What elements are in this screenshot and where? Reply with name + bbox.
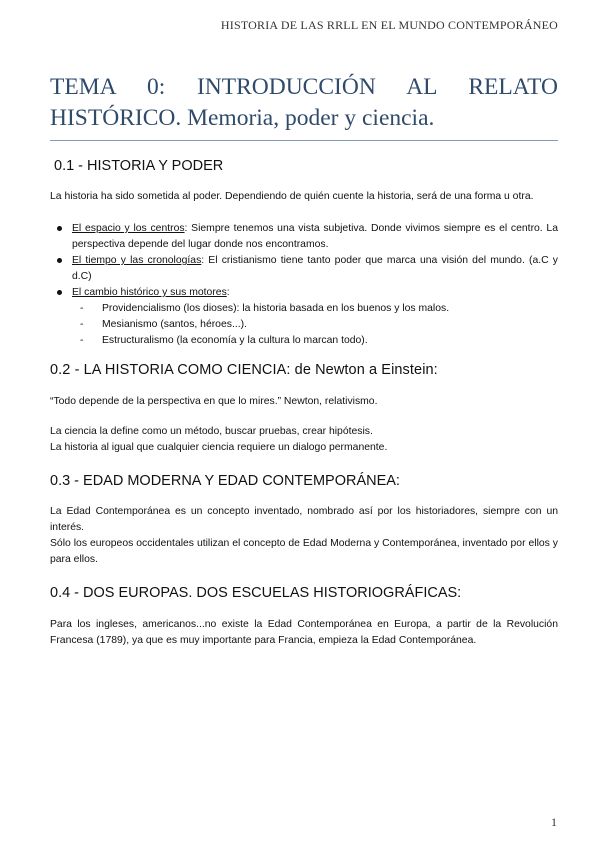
list-item [50,285,558,349]
sub-list-item: - Providencialismo (los dioses): la historia basada en los buenos y los malos. [72,301,558,317]
bullet-term: El tiempo y las cronologías [72,255,202,266]
bullet-list [50,285,558,349]
section-heading-0-1: 0.1 - HISTORIA Y PODER [54,158,224,174]
section-0-2-paragraph: La ciencia la define como un método, buscar pruebas, crear hipótesis. [50,426,373,437]
bullet-list [50,253,558,285]
section-heading-0-2: 0.2 - LA HISTORIA COMO CIENCIA: de Newton a Einstein: [50,362,438,378]
section-heading-0-4: 0.4 - DOS EUROPAS. DOS ESCUELAS HISTORIOGRÁFICAS: [50,585,462,601]
page-title-line-1: TEMA 0: INTRODUCCIÓN AL RELATO [50,74,558,100]
sub-list-item: - Estructuralismo (la economía y la cultura lo marcan todo). [72,333,558,349]
page-title-line-2: HISTÓRICO. Memoria, poder y ciencia. [50,105,435,131]
section-0-1-intro: La historia ha sido sometida al poder. Dependiendo de quién cuente la historia, será de una forma u otra. [50,191,534,202]
bullet-text: : El cristianismo tiene tanto poder que marca una visión del mundo. (a.C y d.C) [72,255,558,282]
bullet-term: El espacio y los centros [72,223,185,234]
bullet-text: : Siempre tenemos una vista subjetiva. Donde vivimos siempre es el centro. La perspectiva depende del lugar donde nos encontramos. [72,223,558,250]
bullet-list [50,221,558,253]
section-0-3-paragraph: Sólo los europeos occidentales utilizan el concepto de Edad Moderna y Contemporánea, inventado por ellos y para ellos. [50,538,558,565]
page-number: 1 [551,815,557,829]
bullet-term: El cambio histórico y sus motores [72,287,227,298]
sub-list-item: - Mesianismo (santos, héroes...). [72,317,558,333]
section-heading-0-3: 0.3 - EDAD MODERNA Y EDAD CONTEMPORÁNEA: [50,473,400,489]
section-0-2-paragraph: La historia al igual que cualquier ciencia requiere un dialogo permanente. [50,442,388,453]
title-divider [50,140,558,141]
page-title [50,72,558,134]
section-0-2-quote: “Todo depende de la perspectiva en que lo mires.” Newton, relativismo. [50,396,378,407]
section-0-4-paragraph: Para los ingleses, americanos...no existe la Edad Contemporánea en Europa, a partir de la Revolución Francesa (1789), ya que es muy importante para Francia, empieza la Edad Contemporánea. [50,619,558,646]
list-item [50,221,558,253]
section-0-3-paragraph: La Edad Contemporánea es un concepto inventado, nombrado así por los historiadores, siempre con un interés. [50,506,558,533]
running-header: HISTORIA DE LAS RRLL EN EL MUNDO CONTEMPORÁNEO [220,18,558,32]
bullet-text: : [226,287,230,298]
sub-list [72,301,558,349]
list-item [50,253,558,285]
